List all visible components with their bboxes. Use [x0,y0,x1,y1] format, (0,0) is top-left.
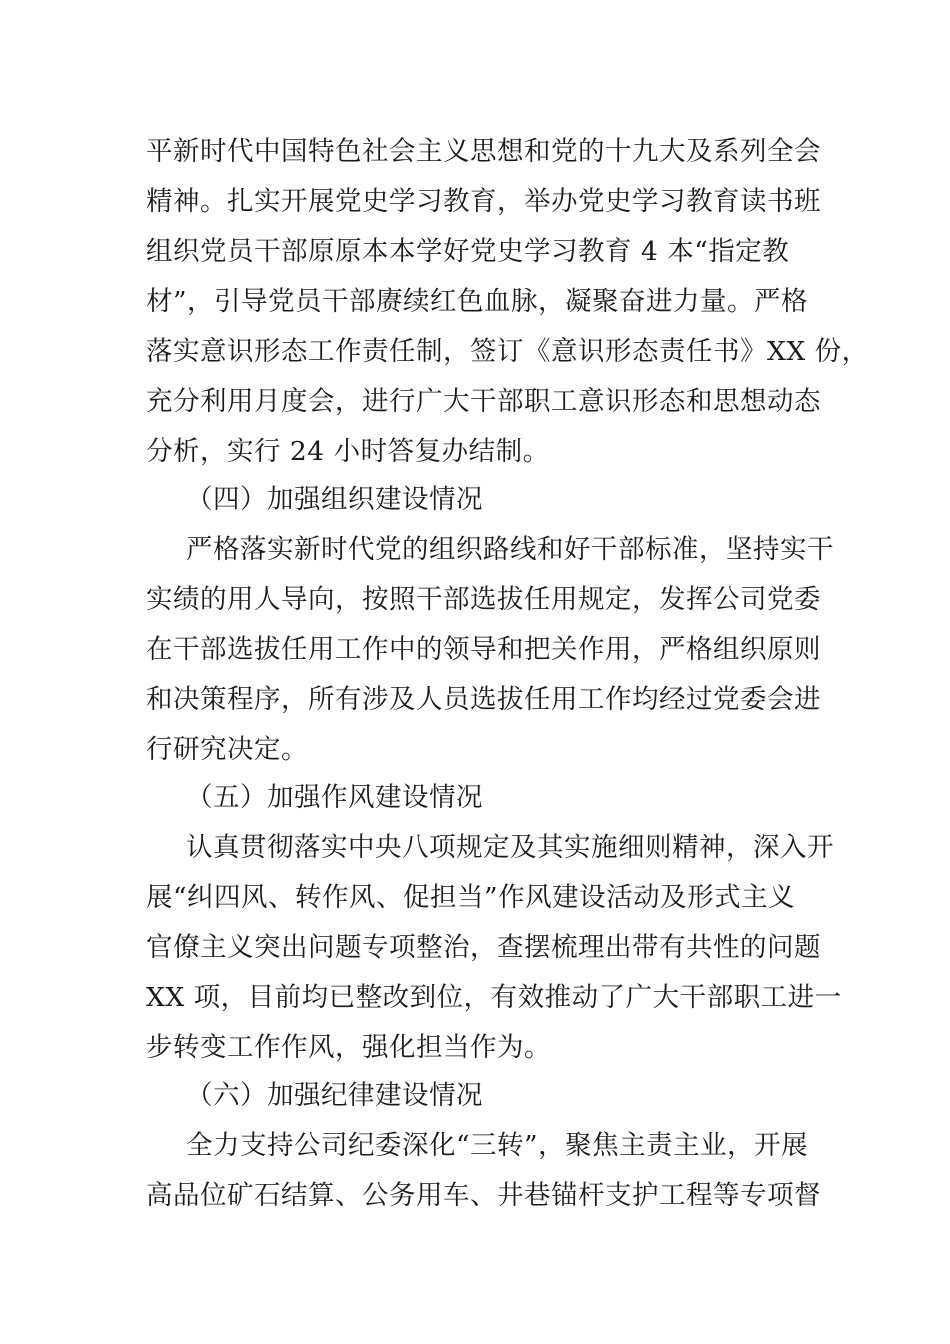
paragraph-line: 落实意识形态工作责任制，签订《意识形态责任书》XX 份， [146,336,869,367]
paragraph-line: 组织党员干部原原本本学好党史学习教育 4 本“指定教 [146,236,790,267]
paragraph-line: 充分利用月度会，进行广大干部职工意识形态和思想动态 [146,386,821,417]
paragraph-line: 和决策程序，所有涉及人员选拔任用工作均经过党委会进 [146,684,821,715]
paragraph-line: 分析，实行 24 小时答复办结制。 [146,436,550,467]
paragraph-line: 展“纠四风、转作风、促担当”作风建设活动及形式主义 [146,882,796,913]
paragraph-line: XX 项，目前均已整改到位，有效推动了广大干部职工进一 [146,982,842,1013]
paragraph-line: 认真贯彻落实中央八项规定及其实施细则精神，深入开 [186,832,834,863]
paragraph-line: 步转变工作作风，强化担当作为。 [146,1032,551,1063]
paragraph-line: 严格落实新时代党的组织路线和好干部标准，坚持实干 [186,534,834,565]
paragraph-line: 官僚主义突出问题专项整治，查摆梳理出带有共性的问题 [146,932,821,963]
section-heading-discipline: （六）加强纪律建设情况 [186,1080,483,1111]
paragraph-line: 材”，引导党员干部赓续红色血脉，凝聚奋进力量。严格 [146,286,809,317]
paragraph-line: 精神。扎实开展党史学习教育，举办党史学习教育读书班 [146,186,821,217]
paragraph-line: 全力支持公司纪委深化“三转”，聚焦主责主业，开展 [186,1130,809,1161]
paragraph-line: 实绩的用人导向，按照干部选拔任用规定，发挥公司党委 [146,584,821,615]
section-heading-style: （五）加强作风建设情况 [186,782,483,813]
paragraph-line: 平新时代中国特色社会主义思想和党的十九大及系列全会 [146,136,821,167]
section-heading-organization: （四）加强组织建设情况 [186,484,483,515]
paragraph-line: 行研究决定。 [146,734,308,765]
paragraph-line: 高品位矿石结算、公务用车、井巷锚杆支护工程等专项督 [146,1180,821,1211]
paragraph-line: 在干部选拔任用工作中的领导和把关作用，严格组织原则 [146,634,821,665]
